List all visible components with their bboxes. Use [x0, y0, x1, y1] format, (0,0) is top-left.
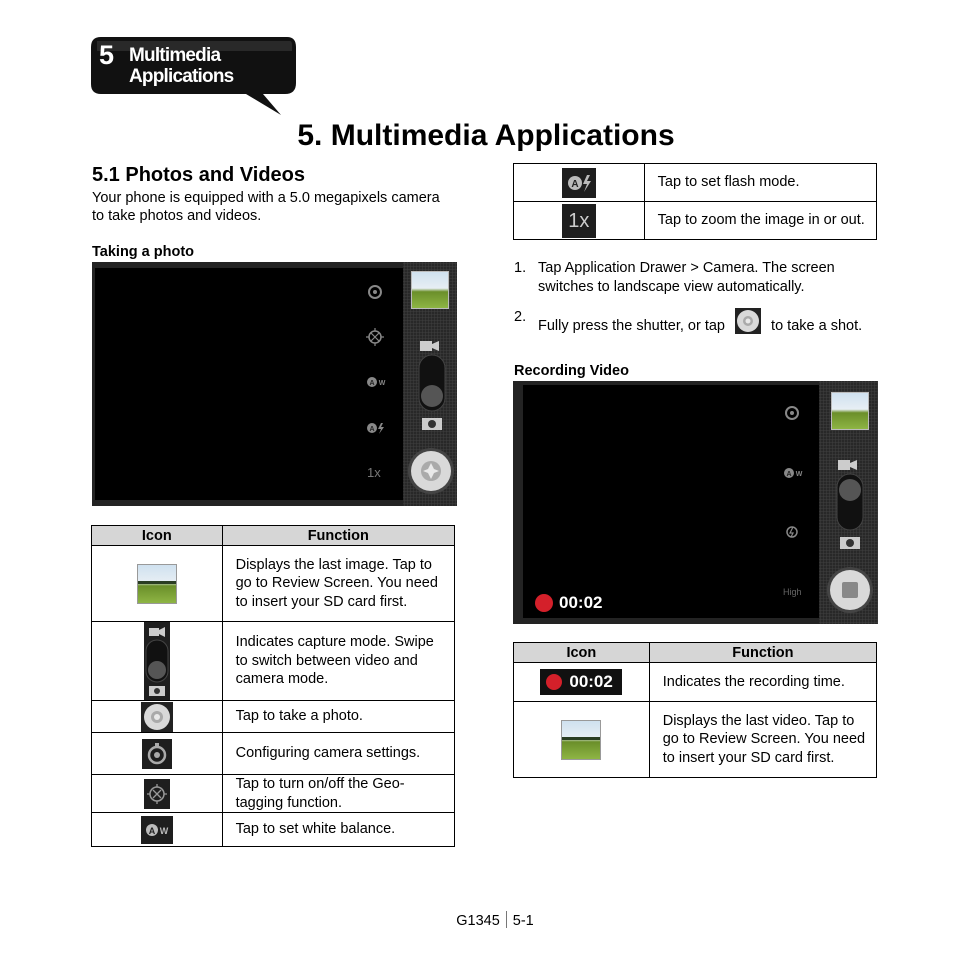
list-item: 2. Fully press the shutter, or tap to take a shot.	[514, 309, 863, 334]
video-side-icons	[780, 401, 810, 601]
speech-bubble-shape	[91, 37, 297, 117]
camera-side-icons	[362, 280, 392, 480]
chapter-number: 5	[99, 40, 115, 70]
capture-mode-switch[interactable]	[835, 457, 865, 552]
zoom-icon: 1x	[562, 204, 596, 238]
step-text-after: to take a shot.	[771, 318, 863, 334]
white-balance-icon	[367, 377, 386, 387]
row-function-text: Tap to zoom the image in or out.	[644, 202, 876, 240]
row-function-text: Indicates the recording time.	[649, 663, 876, 702]
table-row	[92, 775, 455, 813]
page-title: 5. Multimedia Applications	[297, 119, 675, 152]
row-function-text: Displays the last image. Tap to go to Review Screen. You need to insert your SD card first.	[222, 546, 454, 622]
white-balance-icon	[784, 468, 803, 478]
svg-text:W: W	[159, 825, 169, 836]
recording-video-label: Recording Video	[514, 363, 629, 379]
svg-text:W: W	[378, 380, 386, 387]
shutter-icon	[141, 702, 173, 732]
recording-timer: 00:02	[559, 593, 603, 612]
section-intro: Your phone is equipped with a 5.0 megapixels camera to take photos and videos.	[92, 190, 440, 224]
flash-icon	[367, 423, 384, 434]
svg-text:A: A	[571, 178, 579, 190]
camera-viewfinder	[95, 268, 403, 500]
last-image-thumbnail[interactable]	[411, 271, 449, 309]
geo-tag-icon	[366, 328, 384, 346]
row-function-text: Displays the last video. Tap to go to Review Screen. You need to insert your SD card first.	[649, 702, 876, 778]
table-row	[514, 702, 877, 778]
capture-mode-switch[interactable]	[417, 338, 447, 433]
shutter-icon	[735, 308, 761, 334]
function-column-header: Function	[222, 526, 454, 546]
footer-page-number: 5-1	[512, 913, 534, 929]
photo-icon-table	[91, 525, 455, 847]
row-function-text: Configuring camera settings.	[222, 733, 454, 775]
video-screen	[513, 381, 878, 624]
record-dot-icon	[535, 594, 553, 612]
video-quality-label: High	[783, 587, 802, 597]
camera-control-panel	[403, 262, 457, 506]
table-row	[514, 164, 877, 202]
camera-screen	[92, 262, 457, 506]
svg-text:A: A	[148, 825, 156, 836]
svg-text:A: A	[369, 426, 375, 433]
table-row	[92, 701, 455, 733]
page-footer	[0, 911, 954, 929]
section-heading: 5.1 Photos and Videos	[92, 164, 306, 186]
svg-text:A: A	[786, 471, 792, 478]
row-function-text: Tap to set white balance.	[222, 813, 454, 847]
function-column-header: Function	[649, 643, 876, 663]
last-video-thumbnail[interactable]	[831, 392, 869, 430]
last-video-thumbnail-icon	[561, 720, 601, 760]
zoom-indicator[interactable]: 1x	[367, 465, 381, 480]
chapter-label-line2: Applications	[129, 66, 234, 87]
table-row	[514, 663, 877, 702]
row-function-text: Indicates capture mode. Swipe to switch between video and camera mode.	[222, 622, 454, 701]
icon-column-header: Icon	[514, 643, 650, 663]
instruction-steps	[514, 259, 879, 347]
video-control-panel	[819, 381, 878, 624]
video-viewfinder	[523, 385, 819, 618]
stop-record-button[interactable]	[826, 566, 874, 614]
table-row	[514, 202, 877, 240]
list-item: 1. Tap Application Drawer > Camera. The screen switches to landscape view automatically.	[514, 260, 835, 295]
table-row	[92, 733, 455, 775]
chapter-badge	[91, 37, 297, 117]
flash-off-icon	[787, 527, 797, 537]
camera-settings-icon	[142, 739, 172, 769]
icon-column-header: Icon	[92, 526, 223, 546]
row-function-text: Tap to take a photo.	[222, 701, 454, 733]
flash-zoom-table	[513, 163, 877, 240]
white-balance-icon	[141, 816, 173, 844]
flash-mode-icon	[562, 168, 596, 198]
taking-photo-label: Taking a photo	[92, 244, 195, 260]
table-row	[92, 813, 455, 847]
settings-icon	[786, 407, 798, 419]
record-dot-icon	[546, 674, 562, 690]
table-row	[92, 546, 455, 622]
footer-divider	[506, 911, 507, 928]
row-function-text: Tap to set flash mode.	[644, 164, 876, 202]
svg-text:W: W	[795, 471, 803, 478]
step-text-before: Fully press the shutter, or tap	[538, 318, 725, 334]
step-text: Tap Application Drawer > Camera. The screen switches to landscape view automatically.	[538, 260, 835, 295]
shutter-button[interactable]	[407, 447, 455, 495]
video-icon-table	[513, 642, 877, 778]
row-function-text: Tap to turn on/off the Geo-tagging function.	[222, 775, 454, 813]
recording-time-icon: 00:02	[540, 669, 622, 695]
svg-text:A: A	[369, 380, 375, 387]
capture-mode-switch-icon	[144, 622, 170, 700]
footer-model: G1345	[456, 913, 500, 929]
chapter-label-line1: Multimedia	[129, 45, 221, 66]
table-row	[92, 622, 455, 701]
settings-icon	[369, 286, 381, 298]
geo-tagging-icon	[144, 779, 170, 809]
last-image-thumbnail-icon	[137, 564, 177, 604]
